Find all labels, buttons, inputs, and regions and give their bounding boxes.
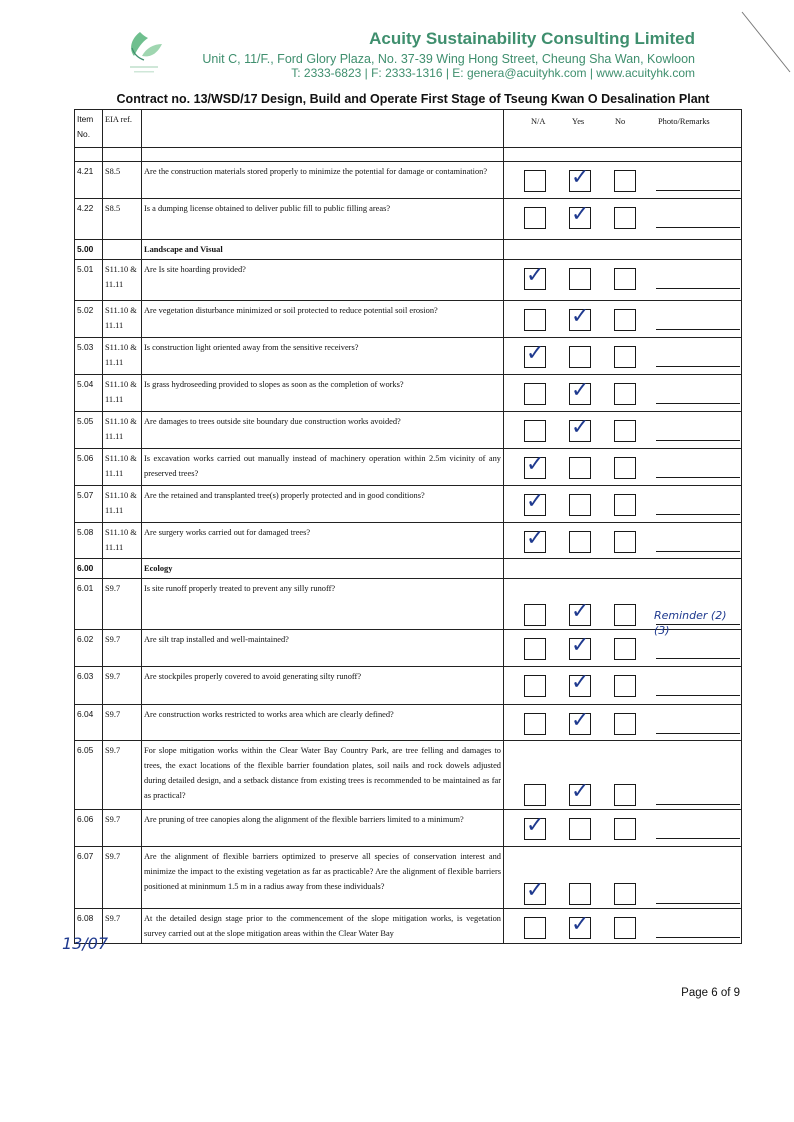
eia-ref: S11.10 & 11.11 — [103, 260, 142, 301]
checkbox-na[interactable] — [524, 784, 546, 806]
remarks-line — [656, 804, 740, 805]
remarks-line — [656, 190, 740, 191]
check-cell — [504, 741, 742, 810]
checkbox-no[interactable] — [614, 917, 636, 939]
table-row — [75, 260, 742, 301]
checkbox-no[interactable] — [614, 784, 636, 806]
item-description: Are Is site hoarding provided? — [142, 260, 504, 301]
checkmark-icon: ✓ — [571, 633, 590, 658]
spacer-row — [75, 148, 742, 162]
check-cell — [504, 667, 742, 705]
checklist-table — [74, 109, 742, 944]
checkmark-icon: ✓ — [571, 779, 590, 804]
item-number: 5.00 — [75, 240, 103, 260]
remarks-line — [656, 695, 740, 696]
checkmark-icon: ✓ — [571, 415, 590, 440]
check-cell — [504, 579, 742, 637]
remarks-line — [656, 733, 740, 734]
header-remarks: Photo/Remarks — [658, 117, 710, 126]
item-number: 5.05 — [75, 412, 103, 449]
company-address: Unit C, 11/F., Ford Glory Plaza, No. 37-39 Wing Hong Street, Cheung Sha Wan, Kowloon — [202, 52, 695, 66]
item-number: 5.04 — [75, 375, 103, 412]
checkmark-icon: ✓ — [571, 165, 590, 190]
table-row — [75, 486, 742, 523]
checkmark-icon: ✓ — [526, 813, 545, 838]
remarks-line — [656, 838, 740, 839]
item-description: Is construction light oriented away from the sensitive receivers? — [142, 338, 504, 375]
check-cell — [504, 630, 742, 667]
item-number: 6.07 — [75, 847, 103, 909]
table-row — [75, 667, 742, 705]
eia-ref: S11.10 & 11.11 — [103, 412, 142, 449]
page-number: Page 6 of 9 — [681, 987, 740, 999]
checkbox-yes[interactable] — [569, 268, 591, 290]
item-number: 6.04 — [75, 705, 103, 741]
checkbox-no[interactable] — [614, 268, 636, 290]
item-description: Is a dumping license obtained to deliver public fill to public filling areas? — [142, 199, 504, 240]
remarks-line — [656, 903, 740, 904]
company-contact: T: 2333-6823 | F: 2333-1316 | E: genera@acuityhk.com | www.acuityhk.com — [291, 66, 695, 80]
header-item: Item No. — [75, 110, 103, 148]
checkbox-no[interactable] — [614, 494, 636, 516]
item-description: Is excavation works carried out manually instead of machinery operation within 2.5m vicinity of any preserved trees? — [142, 449, 504, 486]
checkbox-no[interactable] — [614, 883, 636, 905]
checkmark-icon: ✓ — [526, 263, 545, 288]
item-number: 5.02 — [75, 301, 103, 338]
eia-ref: S9.7 — [103, 810, 142, 847]
checkbox-no[interactable] — [614, 713, 636, 735]
checkbox-no[interactable] — [614, 818, 636, 840]
check-cell — [504, 162, 742, 199]
item-description: Are construction works restricted to works area which are clearly defined? — [142, 705, 504, 741]
check-cell — [504, 199, 742, 240]
table-row — [75, 847, 742, 909]
remarks-line — [656, 440, 740, 441]
remarks-line — [656, 551, 740, 552]
table-row — [75, 375, 742, 412]
check-cell — [504, 301, 742, 338]
header-na: N/A — [531, 117, 546, 126]
item-description: Are stockpiles properly covered to avoid generating silty runoff? — [142, 667, 504, 705]
checkbox-yes[interactable] — [569, 883, 591, 905]
remarks-line — [656, 514, 740, 515]
table-row — [75, 449, 742, 486]
check-cell — [504, 412, 742, 449]
eia-ref: S9.7 — [103, 741, 142, 810]
remarks-line — [656, 329, 740, 330]
eia-ref — [103, 240, 142, 260]
checkmark-icon: ✓ — [571, 708, 590, 733]
checkmark-icon: ✓ — [571, 378, 590, 403]
header-description — [142, 110, 504, 148]
checkbox-na[interactable] — [524, 604, 546, 626]
item-description: Are surgery works carried out for damaged trees? — [142, 523, 504, 559]
checkmark-icon: ✓ — [526, 341, 545, 366]
item-number: 6.00 — [75, 559, 103, 579]
item-description: Are the construction materials stored properly to minimize the potential for damage or contamination? — [142, 162, 504, 199]
check-cell — [504, 260, 742, 301]
table-row — [75, 741, 742, 810]
item-number: 6.05 — [75, 741, 103, 810]
item-description: Are damages to trees outside site boundary due construction works avoided? — [142, 412, 504, 449]
table-row — [75, 412, 742, 449]
company-name: Acuity Sustainability Consulting Limited — [369, 29, 695, 48]
table-row — [75, 162, 742, 199]
table-header-row — [75, 110, 742, 148]
checkbox-yes[interactable] — [569, 531, 591, 553]
section-row — [75, 240, 742, 260]
checkbox-no[interactable] — [614, 604, 636, 626]
eia-ref: S11.10 & 11.11 — [103, 523, 142, 559]
eia-ref: S9.7 — [103, 847, 142, 909]
checkbox-na[interactable] — [524, 309, 546, 331]
check-cell — [504, 375, 742, 412]
spacer-cell — [142, 148, 504, 162]
check-cell — [504, 909, 742, 944]
table-row — [75, 199, 742, 240]
item-number: 4.21 — [75, 162, 103, 199]
checkbox-no[interactable] — [614, 675, 636, 697]
check-cell — [504, 847, 742, 909]
checkmark-icon: ✓ — [571, 912, 590, 937]
checkbox-yes[interactable] — [569, 494, 591, 516]
checkmark-icon: ✓ — [526, 452, 545, 477]
check-cell — [504, 810, 742, 847]
check-cell — [504, 705, 742, 741]
eia-ref: S8.5 — [103, 199, 142, 240]
item-description: Are the retained and transplanted tree(s) properly protected and in good conditions? — [142, 486, 504, 523]
checkbox-na[interactable] — [524, 713, 546, 735]
item-number: 6.08 — [75, 909, 103, 944]
eia-ref: S11.10 & 11.11 — [103, 486, 142, 523]
item-description: Are the alignment of flexible barriers optimized to preserve all species of conservation interest and minimize the impact to the existing vegetation as far as practicable? Are the alignment of flexible barriers positioned at mininmum 1.5 m in a radius away from these individuals? — [142, 847, 504, 909]
header-eia-ref: EIA ref. — [103, 110, 142, 148]
item-description: Is site runoff properly treated to prevent any silly runoff? — [142, 579, 504, 630]
table-row — [75, 338, 742, 375]
remarks-line — [656, 937, 740, 938]
remarks-line — [656, 227, 740, 228]
remarks-line — [656, 288, 740, 289]
item-number: 6.03 — [75, 667, 103, 705]
spacer-cell — [504, 148, 742, 162]
eia-ref: S9.7 — [103, 667, 142, 705]
section-row — [75, 559, 742, 579]
checkbox-na[interactable] — [524, 638, 546, 660]
remarks-line — [656, 658, 740, 659]
item-number: 6.02 — [75, 630, 103, 667]
checkmark-icon: ✓ — [571, 599, 590, 624]
item-description: Are pruning of tree canopies along the alignment of the flexible barriers limited to a minimum? — [142, 810, 504, 847]
checkbox-no[interactable] — [614, 383, 636, 405]
spacer-cell — [103, 148, 142, 162]
check-cell — [504, 449, 742, 486]
checkbox-na[interactable] — [524, 675, 546, 697]
eia-ref — [103, 559, 142, 579]
checkbox-no[interactable] — [614, 457, 636, 479]
checkbox-yes[interactable] — [569, 457, 591, 479]
checkmark-icon: ✓ — [526, 878, 545, 903]
table-row — [75, 630, 742, 667]
item-number: 5.06 — [75, 449, 103, 486]
spacer-cell — [75, 148, 103, 162]
remarks-line — [656, 403, 740, 404]
remarks-line — [656, 477, 740, 478]
checkbox-no[interactable] — [614, 207, 636, 229]
item-description: Are silt trap installed and well-maintained? — [142, 630, 504, 667]
item-number: 6.01 — [75, 579, 103, 630]
check-cell — [504, 523, 742, 559]
remark-text: Reminder (2)(3) — [654, 609, 727, 637]
checkbox-no[interactable] — [614, 170, 636, 192]
checkbox-yes[interactable] — [569, 346, 591, 368]
section-title: Ecology — [142, 559, 504, 579]
checkmark-icon: ✓ — [571, 202, 590, 227]
eia-ref: S9.7 — [103, 705, 142, 741]
item-number: 6.06 — [75, 810, 103, 847]
item-number: 5.08 — [75, 523, 103, 559]
eia-ref: S9.7 — [103, 579, 142, 630]
check-cell — [504, 559, 742, 579]
checkmark-icon: ✓ — [571, 670, 590, 695]
checkbox-no[interactable] — [614, 309, 636, 331]
item-number: 5.07 — [75, 486, 103, 523]
eia-ref: S9.7 — [103, 909, 142, 944]
checkbox-na[interactable] — [524, 170, 546, 192]
checkbox-no[interactable] — [614, 346, 636, 368]
section-title: Landscape and Visual — [142, 240, 504, 260]
table-row — [75, 579, 742, 630]
eia-ref: S11.10 & 11.11 — [103, 449, 142, 486]
item-description: Is grass hydroseeding provided to slopes as soon as the completion of works? — [142, 375, 504, 412]
item-description: At the detailed design stage prior to the commencement of the slope mitigation works, is vegetation survey carried out at the slope mitigation areas within the Clear Water Bay — [142, 909, 504, 944]
eia-ref: S9.7 — [103, 630, 142, 667]
checkbox-na[interactable] — [524, 420, 546, 442]
item-description: For slope mitigation works within the Clear Water Bay Country Park, are tree felling and damages to trees, the exact locations of the flexible barrier foundation plates, soil nails and rock dowels adjusted during detailed design, and a setback distance from existing trees is recommended to be maintained as far as practical? — [142, 741, 504, 810]
checkbox-no[interactable] — [614, 420, 636, 442]
checkbox-no[interactable] — [614, 638, 636, 660]
table-row — [75, 909, 742, 944]
eia-ref: S11.10 & 11.11 — [103, 375, 142, 412]
table-row — [75, 705, 742, 741]
item-number: 4.22 — [75, 199, 103, 240]
check-cell — [504, 486, 742, 523]
item-number: 5.01 — [75, 260, 103, 301]
remarks-line — [656, 366, 740, 367]
checkbox-na[interactable] — [524, 383, 546, 405]
handwritten-note: 13/07 — [62, 934, 109, 953]
table-row — [75, 523, 742, 559]
checkbox-na[interactable] — [524, 917, 546, 939]
checkmark-icon: ✓ — [526, 526, 545, 551]
checkmark-icon: ✓ — [571, 304, 590, 329]
table-row — [75, 301, 742, 338]
checkbox-na[interactable] — [524, 207, 546, 229]
eia-ref: S11.10 & 11.11 — [103, 301, 142, 338]
corner-mark-icon — [736, 10, 794, 74]
check-cell — [504, 338, 742, 375]
table-row — [75, 810, 742, 847]
item-description: Are vegetation disturbance minimized or soil protected to reduce potential soil erosion? — [142, 301, 504, 338]
eia-ref: S11.10 & 11.11 — [103, 338, 142, 375]
checkbox-yes[interactable] — [569, 818, 591, 840]
header-yes: Yes — [572, 117, 585, 126]
header-check-columns — [504, 110, 742, 148]
item-number: 5.03 — [75, 338, 103, 375]
checkbox-no[interactable] — [614, 531, 636, 553]
header-no: No — [615, 117, 626, 126]
check-cell — [504, 240, 742, 260]
eia-ref: S8.5 — [103, 162, 142, 199]
checkmark-icon: ✓ — [526, 489, 545, 514]
contract-title: Contract no. 13/WSD/17 Design, Build and Operate First Stage of Tseung Kwan O Desalination Plant — [116, 92, 710, 106]
